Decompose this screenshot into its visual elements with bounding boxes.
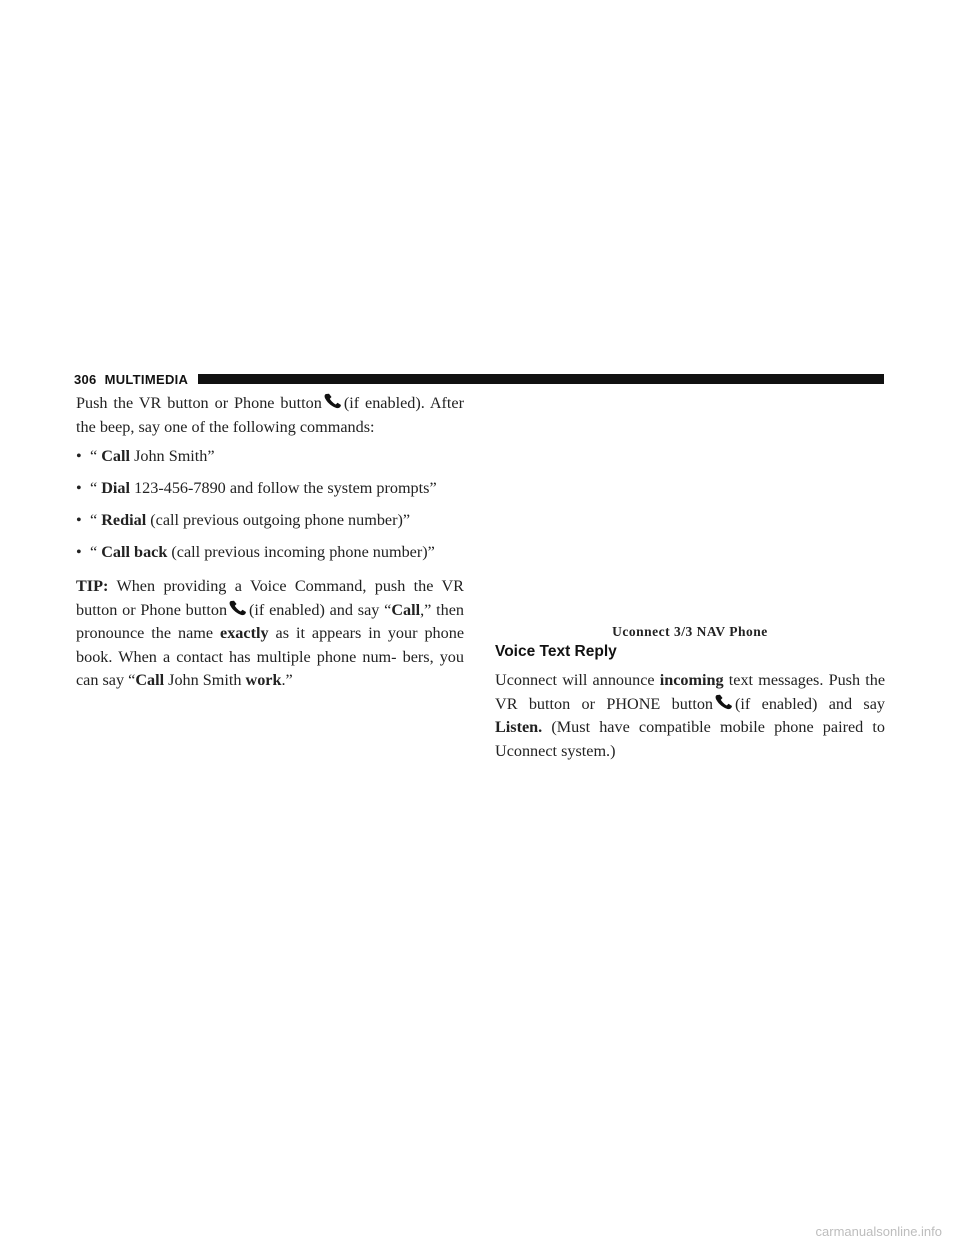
command-list	[76, 447, 464, 562]
tip-label: TIP:	[76, 577, 109, 595]
phone-icon	[323, 393, 343, 409]
list-item: • “ Redial (call previous outgoing phone number)”	[76, 511, 411, 529]
command-keyword: Call	[101, 447, 131, 465]
command-keyword: Call back	[101, 543, 168, 561]
tip-paragraph: TIP: When providing a Voice Command, push the VR button or Phone button (if enabled) and say “Call,” then pronounce the name exactly as it appears in your phone book. When a contact has multiple phone num- bers, you can say “Call John Smith work.”	[76, 577, 465, 689]
bullet-icon: •	[76, 447, 82, 465]
figure-placeholder	[495, 392, 885, 618]
command-keyword: Redial	[101, 511, 147, 529]
page-header	[74, 371, 884, 387]
intro-text-a: Push the VR button or Phone button	[76, 394, 322, 412]
voice-text-reply-paragraph: Uconnect will announce incoming text messages. Push the VR button or PHONE button (if enabled) and say Listen. (Must have compatible mobile phone paired to Uconnect system.)	[495, 671, 886, 760]
header-rule	[198, 374, 884, 384]
figure-caption: Uconnect 3/3 NAV Phone	[612, 624, 768, 639]
left-column	[76, 392, 464, 693]
command-keyword: Dial	[101, 479, 131, 497]
watermark: carmanualsonline.info	[815, 1224, 942, 1239]
page-number: 306	[74, 371, 97, 387]
bullet-icon: •	[76, 511, 82, 529]
phone-icon	[714, 694, 734, 710]
intro-paragraph	[76, 392, 464, 439]
bullet-icon: •	[76, 479, 82, 497]
list-item: • “ Call John Smith”	[76, 447, 215, 465]
bullet-icon: •	[76, 543, 82, 561]
phone-icon	[228, 600, 248, 616]
list-item: • “ Call back (call previous incoming phone number)”	[76, 543, 435, 561]
section-heading: Voice Text Reply	[495, 643, 617, 660]
list-item: • “ Dial 123-456-7890 and follow the system prompts”	[76, 479, 437, 497]
right-column	[495, 392, 885, 618]
section-title: MULTIMEDIA	[104, 371, 189, 387]
intro-text-b: (if enabled). After the beep, say one of the following commands:	[76, 394, 465, 436]
